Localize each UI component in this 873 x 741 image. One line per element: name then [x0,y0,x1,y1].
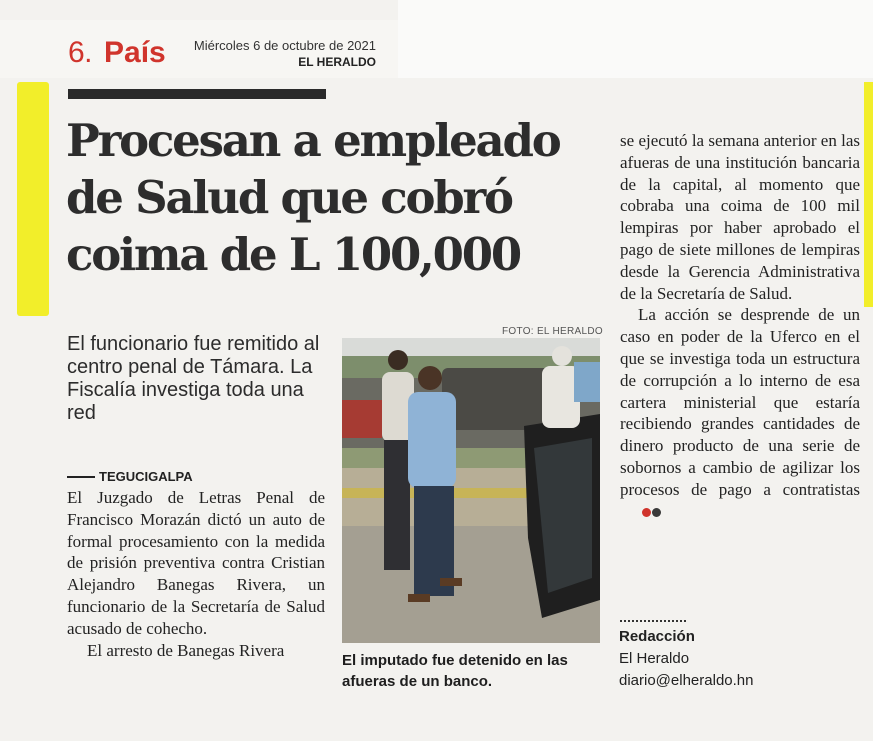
article-photo [342,338,600,643]
page-background [398,0,873,78]
article-top-rule [68,89,326,99]
end-mark-icon [624,501,661,523]
article-deck: El funcionario fue remitido al centro penal de Támara. La Fiscalía investiga toda una red [67,333,320,424]
dateline-rule [67,476,95,478]
highlighter-mark-left [17,82,49,316]
article-headline: Procesan a empleado de Salud que cobró coima de L 100,000 [66,114,560,281]
dateline-city: TEGUCIGALPA [99,469,193,484]
publication-date: Miércoles 6 de octubre de 2021 [193,38,376,53]
body-paragraph: El Juzgado de Letras Penal de Francisco Morazán dictó un auto de formal procesamiento con la medida de prisión preventiva contra Cristian Alejandro Banegas Rivera, un funcionario de la Secretaría de Salud acusado de cohecho. [67,488,325,638]
highlighter-mark-right [864,82,873,307]
dateline [67,469,193,484]
author-outlet: El Heraldo [619,650,690,667]
section-name: País [104,36,166,69]
photo-credit: FOTO: EL HERALDO [502,326,603,337]
photo-caption: El imputado fue detenido en las afueras de un banco. [342,652,568,690]
author-email: diario@elheraldo.hn [619,672,754,689]
body-paragraph: se ejecutó la semana anterior en las afueras de una institución bancaria de la capital, al momento que cobraba una coima de 100 mil lempiras por haber aprobado el pago de siete millones de lempiras desde la Gerencia Administrativa de la Secretaría de Salud. [620,131,860,303]
body-paragraph [620,304,860,522]
article-column-1 [67,487,325,661]
body-paragraph: El arresto de Banegas Rivera [87,640,285,660]
photo-illustration [342,338,600,643]
closing-text: La acción se desprende de un caso en poder de la Uferco en el que se investiga toda un estructura de corrupción a lo interno de esa cartera ministerial que estaría recibiendo grandes cantidades de dinero producto de una serie de sobornos a cambio de agilizar los procesos de pago a contratistas [620,305,860,499]
newspaper-name: EL HERALDO [298,55,376,69]
page-number: 6. [68,36,93,69]
signature-rule [620,620,686,622]
author-byline: Redacción [619,628,695,645]
article-column-3 [620,130,860,522]
